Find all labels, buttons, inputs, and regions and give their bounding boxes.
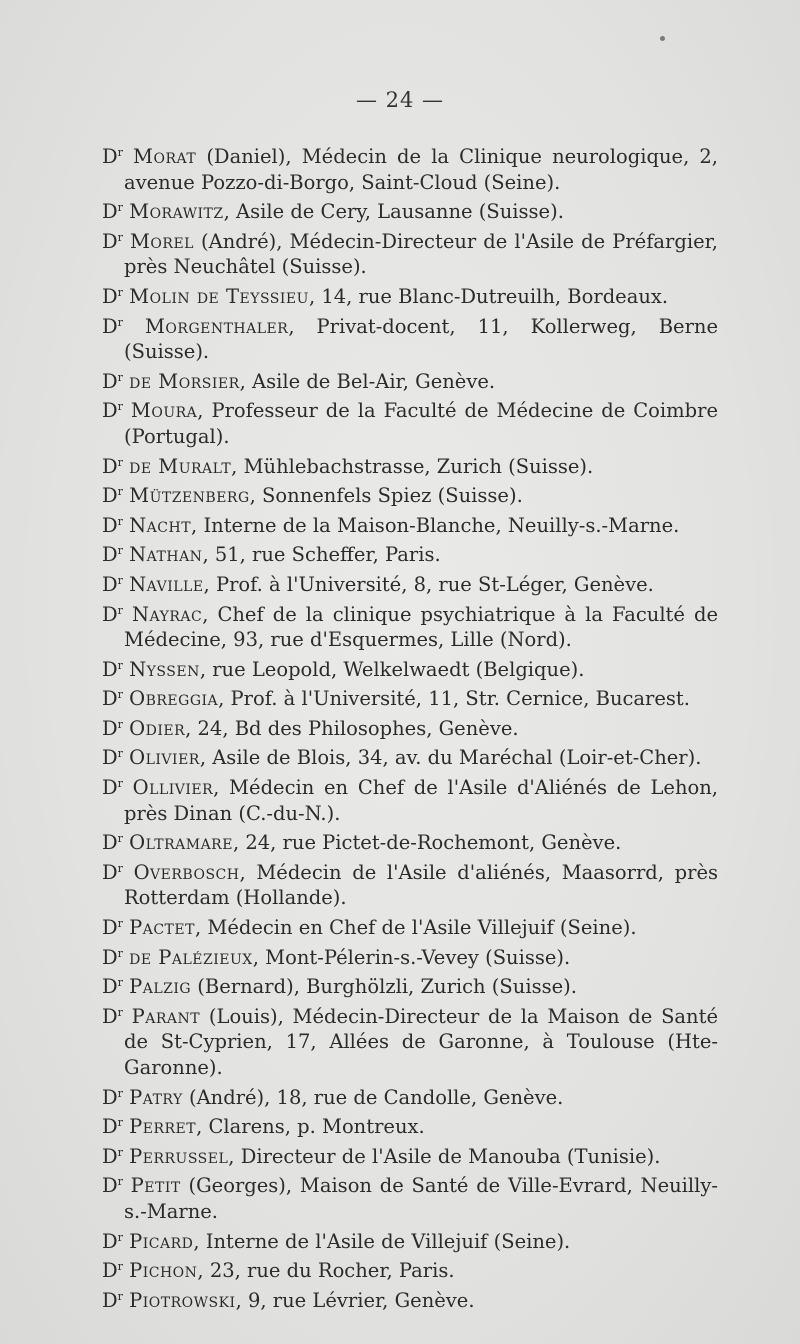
entry-details: , Asile de Bel-Air, Genève. bbox=[239, 369, 496, 393]
entry-details: , Interne de l'Asile de Villejuif (Seine). bbox=[193, 1229, 571, 1253]
directory-list bbox=[102, 140, 718, 1313]
directory-entry bbox=[102, 1284, 718, 1314]
entry-surname: Perret bbox=[129, 1115, 197, 1139]
doctor-title bbox=[102, 861, 123, 884]
entry-surname: Nyssen bbox=[129, 657, 200, 681]
directory-entry bbox=[102, 911, 718, 941]
entry-surname: de Palézieux bbox=[129, 945, 253, 969]
directory-entry bbox=[102, 598, 718, 653]
doctor-title-superscript: r bbox=[117, 1175, 123, 1189]
doctor-title bbox=[102, 1086, 123, 1109]
entry-surname: Nayrac bbox=[131, 602, 203, 626]
doctor-title bbox=[102, 946, 123, 969]
entry-surname: Molin de Teyssieu bbox=[129, 284, 309, 308]
entry-surname: Moura bbox=[130, 399, 198, 423]
doctor-title bbox=[102, 776, 123, 799]
entry-surname: Naville bbox=[129, 572, 204, 596]
doctor-title-superscript: r bbox=[117, 777, 123, 791]
doctor-title-letter: D bbox=[102, 314, 118, 338]
doctor-title bbox=[102, 658, 123, 681]
entry-surname: Nacht bbox=[129, 513, 192, 537]
directory-entry bbox=[102, 450, 718, 480]
directory-entry bbox=[102, 479, 718, 509]
doctor-title-letter: D bbox=[102, 1288, 118, 1312]
doctor-title-letter: D bbox=[102, 1174, 118, 1198]
doctor-title-superscript: r bbox=[117, 1145, 123, 1159]
entry-details: , Professeur de la Faculté de Médecine de Coimbre (Portugal). bbox=[124, 399, 718, 448]
doctor-title bbox=[102, 1005, 123, 1028]
entry-surname: Odier bbox=[129, 716, 186, 740]
entry-details: , Interne de la Maison-Blanche, Neuilly-s.-Marne. bbox=[191, 513, 680, 537]
doctor-title-letter: D bbox=[102, 369, 118, 393]
doctor-title-superscript: r bbox=[117, 400, 123, 414]
doctor-title-superscript: r bbox=[117, 603, 123, 617]
doctor-title-superscript: r bbox=[117, 976, 123, 990]
directory-entry bbox=[102, 280, 718, 310]
doctor-title-superscript: r bbox=[117, 1289, 123, 1303]
entry-details: , Privat-docent, 11, Kollerweg, Berne (Suisse). bbox=[124, 314, 718, 364]
doctor-title-superscript: r bbox=[117, 230, 123, 244]
directory-entry bbox=[102, 365, 718, 395]
entry-details: , Médecin en Chef de l'Asile Villejuif (Seine). bbox=[194, 916, 637, 940]
entry-details: , Asile de Blois, 34, av. du Maréchal (Loir-et-Cher). bbox=[199, 746, 702, 770]
directory-entry bbox=[102, 682, 718, 712]
entry-surname: Olivier bbox=[129, 746, 200, 770]
entry-surname: Obreggia bbox=[129, 687, 219, 711]
doctor-title-letter: D bbox=[102, 1229, 118, 1253]
doctor-title-letter: D bbox=[102, 1144, 118, 1168]
directory-entry bbox=[102, 195, 718, 225]
doctor-title bbox=[102, 543, 123, 566]
directory-entry bbox=[102, 1081, 718, 1111]
doctor-title bbox=[102, 370, 123, 393]
entry-details: , Mont-Pélerin-s.-Vevey (Suisse). bbox=[252, 945, 571, 969]
directory-entry bbox=[102, 538, 718, 568]
entry-surname: Pichon bbox=[129, 1259, 198, 1283]
doctor-title-superscript: r bbox=[117, 717, 123, 731]
doctor-title bbox=[102, 746, 123, 769]
entry-details: (Bernard), Burghölzli, Zurich (Suisse). bbox=[191, 975, 577, 999]
directory-entry bbox=[102, 771, 718, 826]
doctor-title bbox=[102, 1259, 123, 1282]
doctor-title bbox=[102, 1289, 123, 1312]
entry-details: , Clarens, p. Montreux. bbox=[196, 1115, 425, 1139]
doctor-title-letter: D bbox=[102, 860, 118, 884]
doctor-title-superscript: r bbox=[117, 201, 123, 215]
directory-entry bbox=[102, 1225, 718, 1255]
directory-entry bbox=[102, 225, 718, 280]
entry-surname: Picard bbox=[129, 1229, 194, 1253]
entry-surname: Palzig bbox=[129, 975, 192, 999]
entry-surname: Ollivier bbox=[132, 776, 214, 800]
doctor-title-letter: D bbox=[102, 657, 118, 681]
doctor-title-letter: D bbox=[102, 1259, 118, 1283]
doctor-title-letter: D bbox=[102, 602, 118, 626]
doctor-title-superscript: r bbox=[117, 1116, 123, 1130]
directory-entry bbox=[102, 1254, 718, 1284]
entry-details: (Georges), Maison de Santé de Ville-Evrard, Neuilly-s.-Marne. bbox=[124, 1174, 718, 1223]
directory-entry bbox=[102, 1140, 718, 1170]
directory-entry bbox=[102, 653, 718, 683]
entry-surname: Petit bbox=[130, 1174, 181, 1198]
doctor-title bbox=[102, 230, 123, 253]
directory-entry bbox=[102, 568, 718, 598]
entry-surname: Morel bbox=[129, 229, 194, 253]
directory-entry bbox=[102, 856, 718, 911]
entry-details: , 14, rue Blanc-Dutreuilh, Bordeaux. bbox=[308, 284, 669, 308]
doctor-title bbox=[102, 975, 123, 998]
doctor-title-letter: D bbox=[102, 916, 118, 940]
doctor-title-letter: D bbox=[102, 200, 118, 224]
entry-surname: Patry bbox=[129, 1085, 183, 1109]
directory-entry bbox=[102, 1110, 718, 1140]
doctor-title-superscript: r bbox=[117, 946, 123, 960]
entry-details: (Daniel), Médecin de la Clinique neurologique, 2, avenue Pozzo-di-Borgo, Saint-Cloud (Seine). bbox=[124, 145, 718, 194]
doctor-title-superscript: r bbox=[117, 861, 123, 875]
doctor-title-letter: D bbox=[102, 746, 118, 770]
doctor-title-letter: D bbox=[102, 454, 118, 478]
doctor-title-superscript: r bbox=[117, 688, 123, 702]
doctor-title-letter: D bbox=[102, 1085, 118, 1109]
doctor-title-letter: D bbox=[102, 543, 118, 567]
entry-details: , 24, rue Pictet-de-Rochemont, Genève. bbox=[232, 831, 622, 855]
doctor-title-letter: D bbox=[102, 831, 118, 855]
entry-surname: Mützenberg bbox=[129, 484, 250, 508]
doctor-title-letter: D bbox=[102, 1115, 118, 1139]
entry-details: , Asile de Cery, Lausanne (Suisse). bbox=[223, 200, 564, 224]
doctor-title-superscript: r bbox=[117, 1260, 123, 1274]
doctor-title-superscript: r bbox=[117, 514, 123, 528]
doctor-title-letter: D bbox=[102, 145, 118, 168]
directory-entry bbox=[102, 970, 718, 1000]
entry-details: , Prof. à l'Université, 8, rue St-Léger, Genève. bbox=[203, 572, 654, 596]
directory-entry bbox=[102, 509, 718, 539]
entry-surname: Perrussel bbox=[129, 1144, 229, 1168]
doctor-title-letter: D bbox=[102, 975, 118, 999]
doctor-title-letter: D bbox=[102, 229, 118, 253]
doctor-title-superscript: r bbox=[117, 455, 123, 469]
doctor-title bbox=[102, 315, 123, 338]
entry-details: , Médecin en Chef de l'Asile d'Aliénés de Lehon, près Dinan (C.-du-N.). bbox=[124, 776, 718, 825]
doctor-title-superscript: r bbox=[117, 285, 123, 299]
entry-surname: Morgenthaler bbox=[144, 314, 289, 338]
entry-details: , 9, rue Lévrier, Genève. bbox=[235, 1288, 475, 1312]
directory-entry bbox=[102, 712, 718, 742]
doctor-title-letter: D bbox=[102, 399, 118, 423]
entry-details: , 24, Bd des Philosophes, Genève. bbox=[185, 716, 519, 740]
doctor-title bbox=[102, 573, 123, 596]
doctor-title-letter: D bbox=[102, 1004, 118, 1028]
doctor-title-letter: D bbox=[102, 513, 118, 537]
doctor-title-letter: D bbox=[102, 484, 118, 508]
entry-details: , Sonnenfels Spiez (Suisse). bbox=[249, 484, 523, 508]
doctor-title bbox=[102, 200, 123, 223]
doctor-title-superscript: r bbox=[117, 370, 123, 384]
doctor-title-superscript: r bbox=[117, 917, 123, 931]
entry-details: , Directeur de l'Asile de Manouba (Tunisie). bbox=[228, 1144, 661, 1168]
entry-surname: Overbosch bbox=[133, 860, 240, 884]
entry-details: , 23, rue du Rocher, Paris. bbox=[197, 1259, 455, 1283]
doctor-title-superscript: r bbox=[117, 1005, 123, 1019]
directory-entry bbox=[102, 1000, 718, 1081]
doctor-title bbox=[102, 1145, 123, 1168]
doctor-title bbox=[102, 514, 123, 537]
entry-surname: Parant bbox=[131, 1004, 201, 1028]
entry-details: , Médecin de l'Asile d'aliénés, Maasorrd, près Rotterdam (Hollande). bbox=[124, 860, 718, 910]
directory-entry bbox=[102, 741, 718, 771]
entry-details: , Prof. à l'Université, 11, Str. Cernice, Bucarest. bbox=[218, 687, 690, 711]
doctor-title bbox=[102, 603, 123, 626]
doctor-title bbox=[102, 831, 123, 854]
directory-entry bbox=[102, 941, 718, 971]
directory-entry bbox=[102, 826, 718, 856]
entry-surname: Morawitz bbox=[129, 200, 224, 224]
entry-details: , Mühlebachstrasse, Zurich (Suisse). bbox=[231, 454, 594, 478]
doctor-title bbox=[102, 399, 123, 422]
entry-details: , Chef de la clinique psychiatrique à la Faculté de Médecine, 93, rue d'Esquermes, Lille (Nord). bbox=[124, 602, 719, 652]
doctor-title-superscript: r bbox=[117, 315, 123, 329]
doctor-title-superscript: r bbox=[117, 485, 123, 499]
entry-details: , rue Leopold, Welkelwaedt (Belgique). bbox=[199, 657, 585, 681]
entry-details: (André), Médecin-Directeur de l'Asile de Préfargier, près Neuchâtel (Suisse). bbox=[124, 229, 718, 279]
doctor-title bbox=[102, 455, 123, 478]
doctor-title bbox=[102, 145, 123, 168]
paper-speck bbox=[660, 36, 665, 41]
doctor-title bbox=[102, 1230, 123, 1253]
directory-entry bbox=[102, 310, 718, 365]
page-number: — 24 — bbox=[355, 88, 445, 112]
doctor-title bbox=[102, 1115, 123, 1138]
entry-surname: de Morsier bbox=[129, 369, 240, 393]
doctor-title-letter: D bbox=[102, 284, 118, 308]
doctor-title-superscript: r bbox=[117, 1230, 123, 1244]
entry-surname: Oltramare bbox=[129, 831, 233, 855]
doctor-title-letter: D bbox=[102, 572, 118, 596]
entry-surname: Pactet bbox=[129, 916, 195, 940]
entry-surname: Nathan bbox=[129, 543, 203, 567]
doctor-title-superscript: r bbox=[117, 658, 123, 672]
doctor-title bbox=[102, 687, 123, 710]
doctor-title bbox=[102, 484, 123, 507]
doctor-title bbox=[102, 285, 123, 308]
doctor-title-superscript: r bbox=[117, 747, 123, 761]
doctor-title-superscript: r bbox=[117, 544, 123, 558]
entry-details: (Louis), Médecin-Directeur de la Maison de Santé de St-Cyprien, 17, Allées de Garonne, à Toulouse (Hte-Garonne). bbox=[124, 1004, 718, 1079]
directory-entry bbox=[102, 1169, 718, 1224]
entry-surname: de Muralt bbox=[129, 454, 232, 478]
doctor-title-superscript: r bbox=[117, 1086, 123, 1100]
doctor-title-superscript: r bbox=[117, 573, 123, 587]
directory-entry bbox=[102, 140, 718, 195]
doctor-title-letter: D bbox=[102, 945, 118, 969]
doctor-title bbox=[102, 717, 123, 740]
doctor-title-letter: D bbox=[102, 716, 118, 740]
doctor-title-letter: D bbox=[102, 776, 118, 800]
doctor-title-superscript: r bbox=[117, 832, 123, 846]
entry-surname: Piotrowski bbox=[129, 1288, 236, 1312]
entry-details: , 51, rue Scheffer, Paris. bbox=[202, 543, 441, 567]
entry-surname: Morat bbox=[133, 145, 197, 168]
entry-details: (André), 18, rue de Candolle, Genève. bbox=[182, 1085, 564, 1109]
directory-entry bbox=[102, 394, 718, 449]
doctor-title bbox=[102, 916, 123, 939]
doctor-title bbox=[102, 1174, 123, 1197]
doctor-title-superscript: r bbox=[117, 146, 123, 159]
doctor-title-letter: D bbox=[102, 687, 118, 711]
